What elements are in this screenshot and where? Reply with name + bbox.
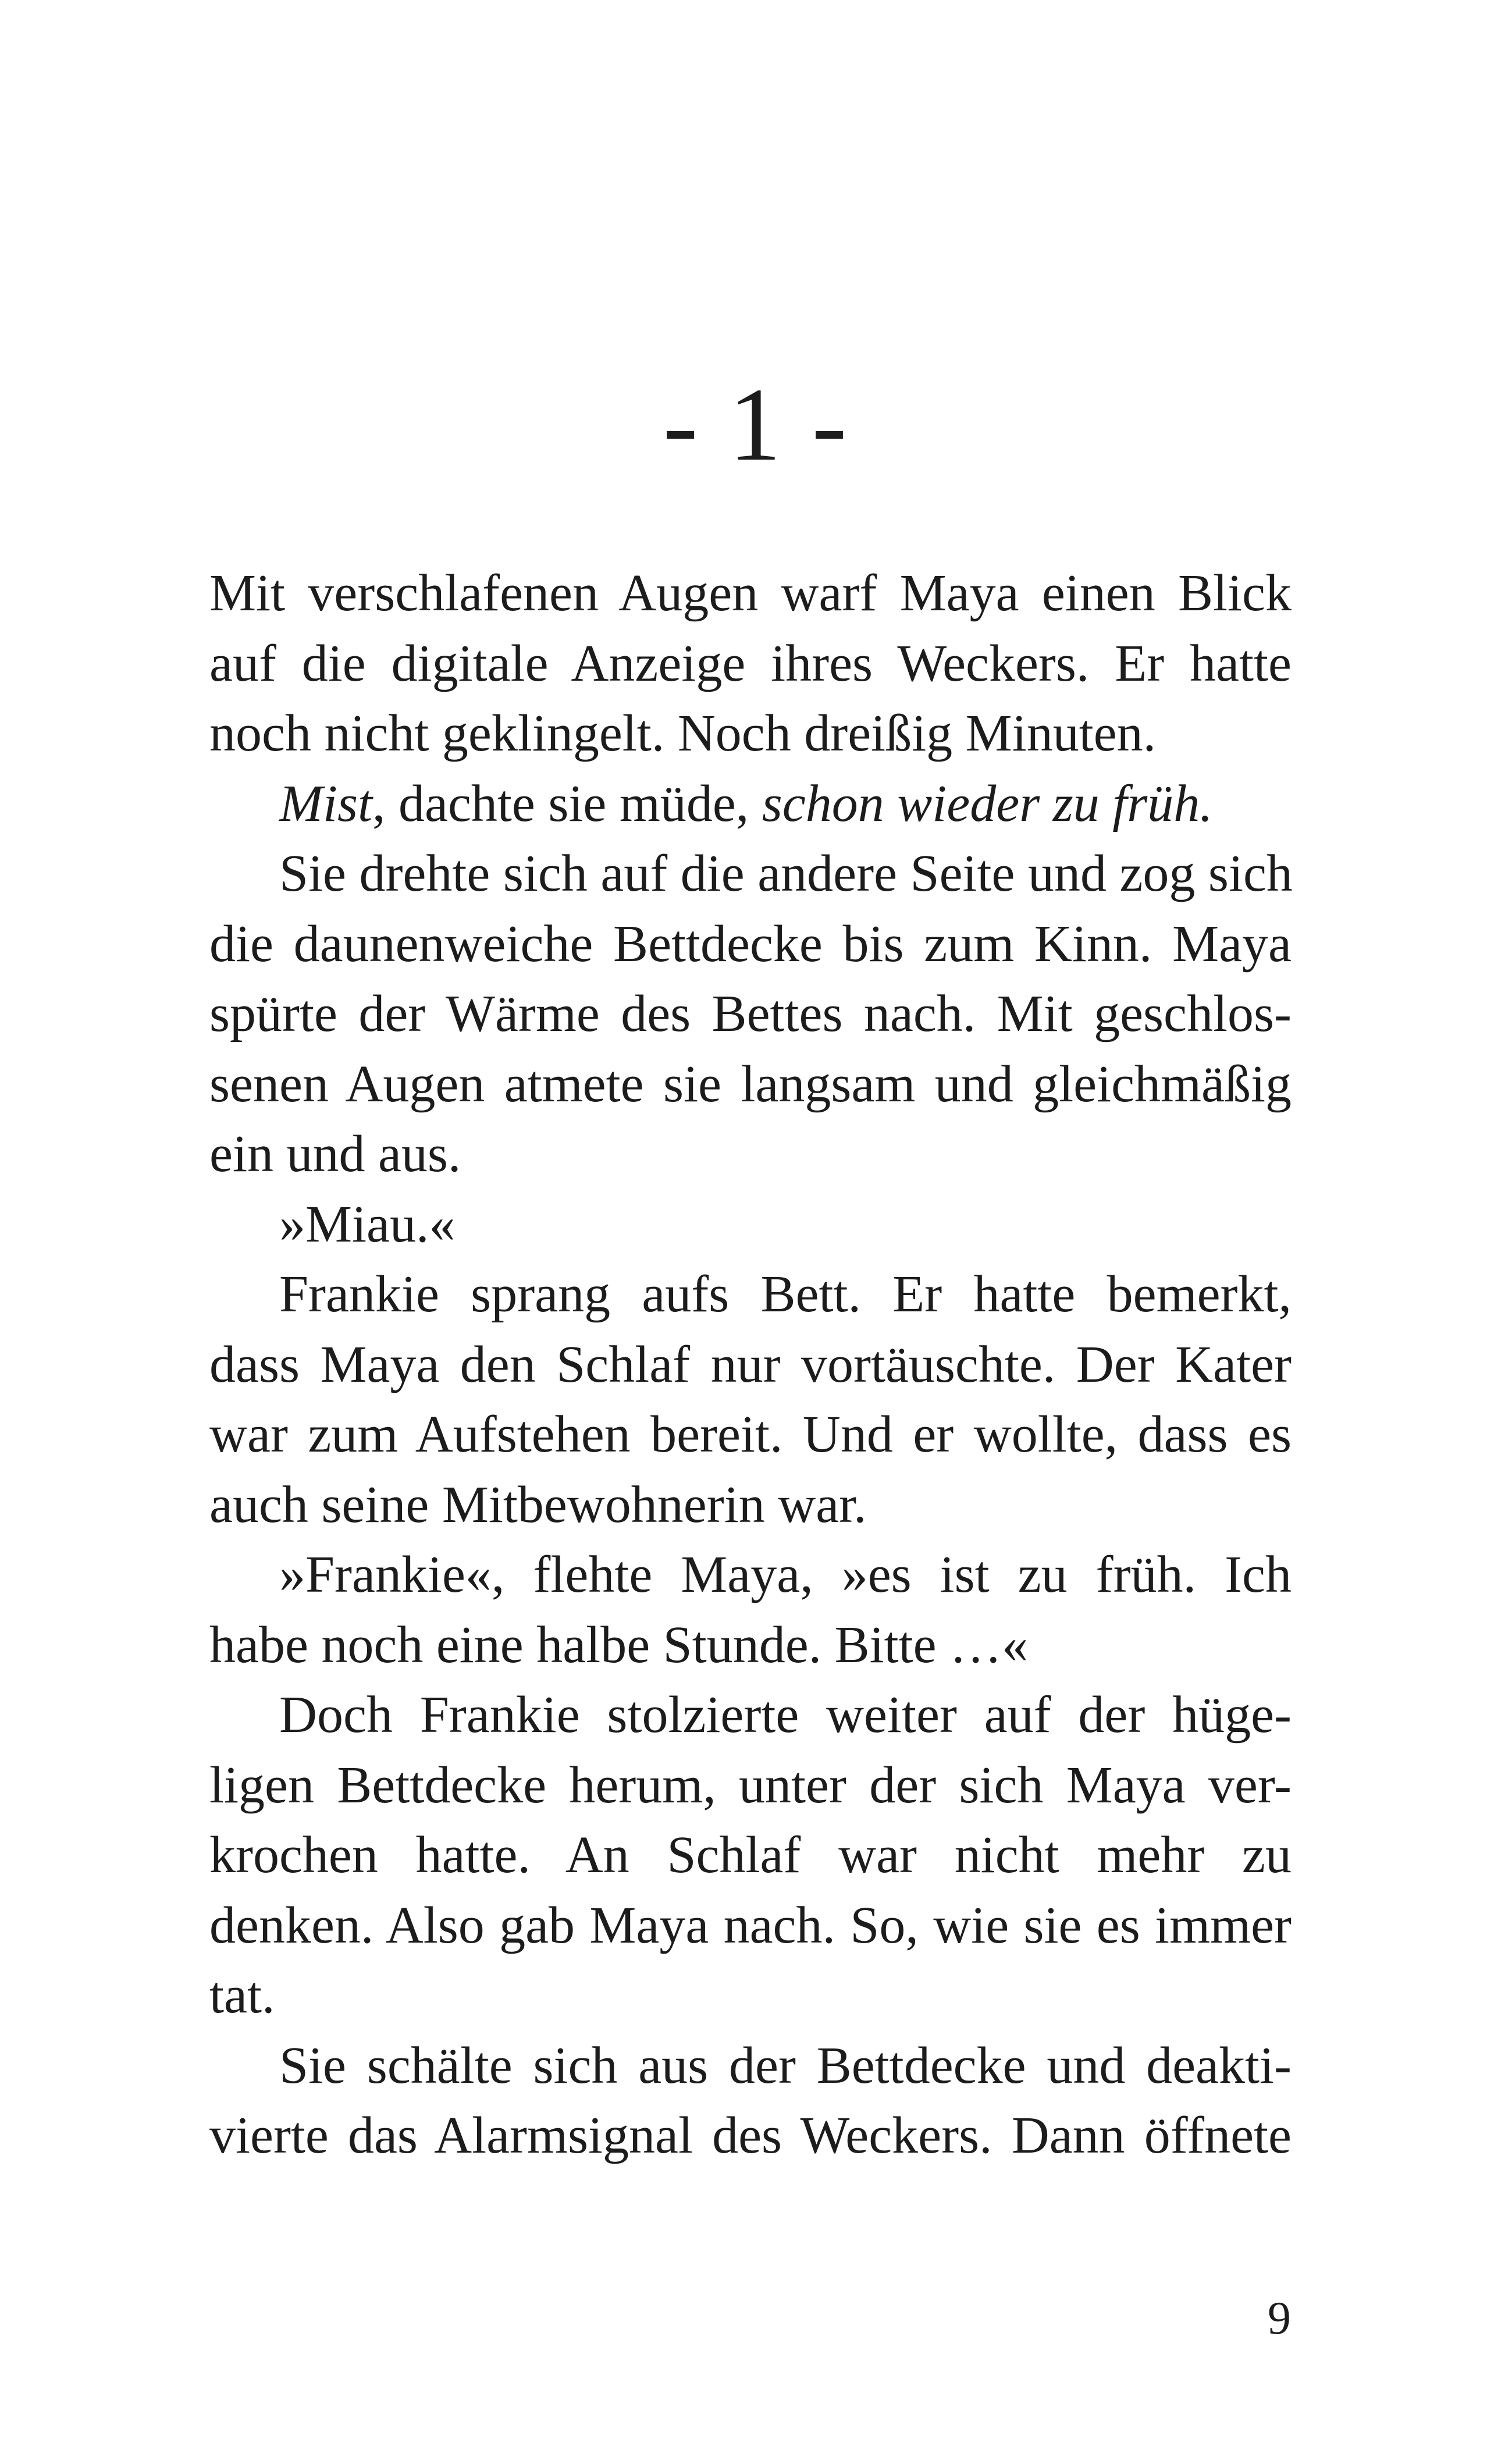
text-line: senen Augen atmete sie langsam und gleichmäßig: [209, 1055, 1292, 1113]
text-line: »Miau.«: [279, 1195, 456, 1253]
text-line: krochen hatte. An Schlaf war nicht mehr zu: [209, 1826, 1292, 1884]
text-line: tat.: [209, 1966, 275, 2024]
text-line: noch nicht geklingelt. Noch dreißig Minuten.: [209, 705, 1157, 762]
text-line: Sie schälte sich aus der Bettdecke und deakti-: [279, 2036, 1292, 2094]
text-line: auch seine Mitbewohnerin war.: [209, 1475, 867, 1534]
text-line: Frankie sprang aufs Bett. Er hatte bemerkt,: [279, 1265, 1292, 1323]
text-line: [209, 769, 1292, 840]
text-line: war zum Aufstehen bereit. Und er wollte, dass es: [209, 1406, 1292, 1463]
text-line: denken. Also gab Maya nach. So, wie sie es immer: [209, 1896, 1292, 1954]
text-line: spürte der Wärme des Bettes nach. Mit geschlos-: [209, 985, 1292, 1043]
italic-segment: schon wieder zu früh.: [762, 774, 1213, 833]
text-line: ligen Bettdecke herum, unter der sich Maya ver-: [209, 1756, 1292, 1814]
text-line: Sie drehte sich auf die andere Seite und zog sich: [279, 845, 1293, 902]
text-line: vierte das Alarmsignal des Weckers. Dann öffnete: [209, 2107, 1292, 2164]
text-segment: , dachte sie müde,: [372, 774, 762, 833]
text-line: die daunenweiche Bettdecke bis zum Kinn. Maya: [209, 915, 1292, 973]
page-number: 9: [1268, 2293, 1291, 2344]
text-line: Mit verschlafenen Augen warf Maya einen Blick: [209, 564, 1292, 622]
text-line: »Frankie«, flehte Maya, »es ist zu früh. Ich: [279, 1546, 1292, 1603]
text-line: dass Maya den Schlaf nur vortäuschte. Der Kater: [209, 1335, 1292, 1393]
chapter-heading: - 1 -: [663, 367, 849, 482]
text-line: ein und aus.: [209, 1125, 461, 1183]
body-text: [209, 559, 1292, 2171]
text-line: auf die digitale Anzeige ihres Weckers. Er hatte: [209, 634, 1292, 692]
text-line: habe noch eine halbe Stunde. Bitte …«: [209, 1616, 1029, 1674]
text-line: Doch Frankie stolzierte weiter auf der hüge-: [279, 1686, 1292, 1744]
italic-segment: Mist: [279, 774, 373, 833]
